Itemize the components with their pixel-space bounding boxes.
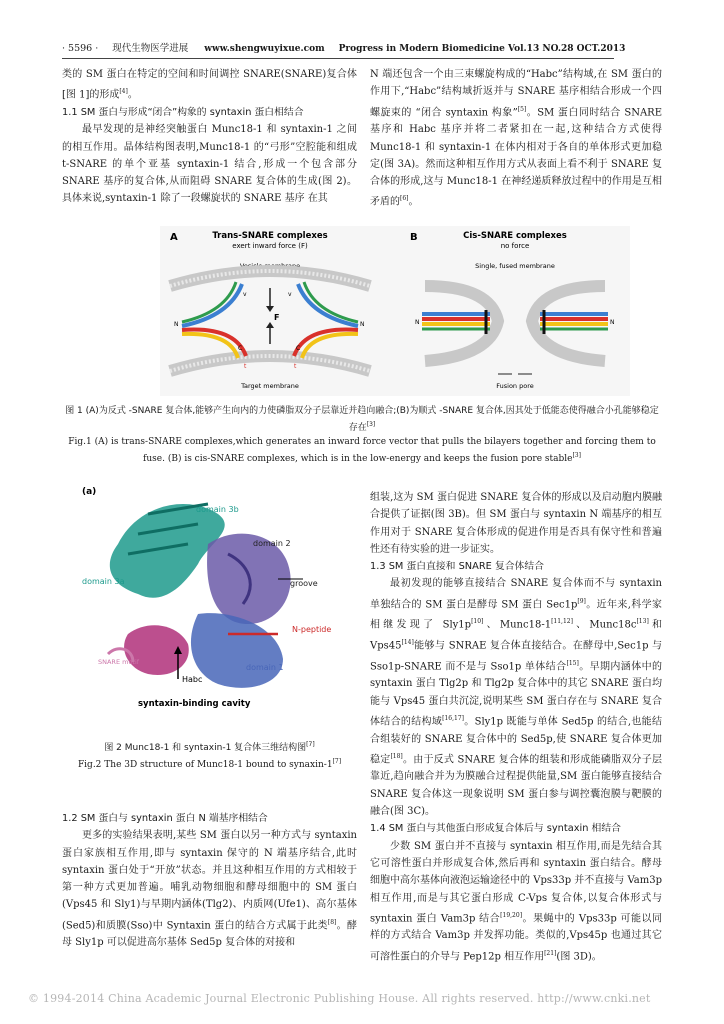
citation: [7] — [306, 741, 315, 748]
caption-en-text: Fig.2 The 3D structure of Munc18-1 bound to synaxin-1 — [77, 760, 333, 770]
caption-en — [62, 755, 357, 772]
label-binding-cavity: syntaxin-binding cavity — [138, 699, 251, 709]
citation: [9] — [577, 597, 586, 605]
journal-website: www.shengwuyixue.com — [204, 44, 325, 54]
vesicle-membrane-label: Vesicle membrane — [239, 262, 301, 270]
label-domain-3b: domain 3b — [196, 505, 239, 514]
text-run: N 端还包含一个由三束螺旋构成的“Habc”结构域,在 SM 蛋白的作用下,“Habc”结构域折返并与 SNARE 基序相结合形成一个四螺旋束的 “闭合 syntaxin 构象” — [370, 69, 662, 118]
citation: [7] — [332, 758, 342, 765]
v-label: v — [243, 291, 247, 298]
n-terminus-label-right: N — [360, 321, 365, 328]
paragraph: 最早发现的是神经突触蛋白 Munc18-1 和 syntaxin-1 之间的相互作用。晶体结构图表明,Munc18-1 的“弓形”空腔能和组成 t-SNARE 的单个亚基 syntaxin-1 结合,形成一个包含部分 SNARE 基序的复合体,从而阻碍 SNARE 复合体的生成(图 2)。具体来说,syntaxin-1 除了一段螺旋状的 SNARE 基序 在其 — [62, 124, 357, 205]
citation: [13] — [636, 618, 649, 626]
label-habc: Habc — [182, 675, 203, 684]
section-heading-1-4: 1.4 SM 蛋白与其他蛋白形成复合体后与 syntaxin 相结合 — [370, 823, 621, 835]
running-header — [62, 36, 626, 59]
citation: [3] — [572, 452, 581, 459]
panel-a-title: Trans-SNARE complexes — [212, 231, 328, 241]
citation: [14] — [401, 639, 414, 647]
label-groove: groove — [290, 579, 318, 588]
figure-background — [160, 226, 630, 396]
journal-title-cn: 现代生物医学进展 — [112, 43, 189, 54]
v-label-right: v — [288, 291, 292, 298]
text-run: 。 — [127, 89, 138, 101]
right-column-top — [370, 66, 662, 211]
citation: [4] — [119, 88, 128, 96]
caption-en — [62, 435, 662, 466]
text-run: 、Munc18c — [572, 619, 637, 631]
label-domain-1: domain 1 — [246, 663, 284, 672]
cnki-footer: © 1994-2014 China Academic Journal Electronic Publishing House. All rights reserved. http://www.cnki.net — [28, 992, 651, 1005]
text-run: 。 — [408, 196, 419, 208]
citation: [8] — [327, 918, 337, 926]
citation: [5] — [517, 105, 527, 113]
text-run: 能够与 SNRAE 复合体直接结合。在酵母中,Sec1p 与 Sso1p-SNARE 而不是与 Sso1p 单体结合 — [370, 640, 662, 672]
figure-1-caption — [62, 404, 662, 466]
text-run: 。SM 蛋白同时结合 SNARE 基序和 Habc 基序并将二者紧扣在一起,这种结合方式使得 Munc18-1 和 syntaxin-1 在体内相对于各自的单体形式更加稳定(图 3A)。然而这种相互作用方式从表面上看不利于 SNARE 复合体的形成,这与 Munc18-1 在神经递质释放过程中的作用是互相矛盾的 — [370, 106, 662, 208]
left-column-top — [62, 66, 357, 208]
c-label-right: C — [296, 345, 301, 352]
panel-letter: (a) — [82, 487, 97, 497]
paragraph — [370, 838, 662, 966]
section-heading-1-3: 1.3 SM 蛋白直接和 SNARE 复合体结合 — [370, 561, 544, 573]
caption-zh-text: 图 2 Munc18-1 和 syntaxin-1 复合体三维结构图 — [104, 743, 307, 753]
paragraph — [370, 575, 662, 820]
citation: [6] — [400, 195, 409, 203]
text-run: 。由于反式 SNARE 复合体的组装和形成能磷脂双分子层靠近,趋向融合并为为膜融合过程提供能量,SM 蛋白能够直接结合 SNARE 复合体这一现象说明 SM 蛋白参与调控囊泡膜与靶膜的融合(图 3C)。 — [370, 754, 662, 818]
citation: [19,20] — [500, 911, 523, 919]
fusion-pore-label: Fusion pore — [496, 382, 534, 390]
cis-n-label-right: N — [610, 319, 615, 326]
paragraph — [62, 66, 357, 104]
citation: [11,12] — [551, 618, 573, 626]
n-terminus-label: N — [174, 321, 179, 328]
label-domain-3a: domain 3a — [82, 577, 125, 586]
text-run: 更多的实验结果表明,某些 SM 蛋白以另一种方式与 syntaxin 蛋白家族相互作用,即与 syntaxin 保守的 N 端基序结合,此时 syntaxin 蛋白处于“开放”状态。并且这种相互作用的方式相较于第一种方式更加普遍。哺乳动物细胞和酵母细胞中的 SM 蛋白(Vps45 和 Sly1)与早期内涵体(Tlg2)、内质网(Ufe1)、高尔基体(Sed5)和质膜(Sso)中 Syntaxin 蛋白的结合方式属于此类 — [62, 830, 357, 932]
section-heading-1-1: 1.1 SM 蛋白与形成“闭合”构象的 syntaxin 蛋白相结合 — [62, 106, 304, 118]
caption-zh — [62, 738, 357, 755]
section-heading-1-2: 1.2 SM 蛋白与 syntaxin 蛋白 N 端基序相结合 — [62, 813, 268, 824]
caption-zh-text: 图 1 (A)为反式 -SNARE 复合体,能够产生向内的力使磷脂双分子层靠近并趋向融合;(B)为顺式 -SNARE 复合体,因其处于低能态使得融合小孔能够稳定存在 — [65, 406, 659, 433]
caption-zh — [62, 404, 662, 435]
cis-n-label: N — [415, 319, 420, 326]
text-run: 和 Vps45 — [370, 619, 663, 652]
force-label: F — [274, 313, 280, 322]
text-run: 、Munc18-1 — [483, 619, 552, 631]
citation: [21] — [544, 949, 557, 957]
page-number: · 5596 · — [62, 43, 99, 54]
text-run: 最初发现的能够直接结合 SNARE 复合体而不与 syntaxin 单独结合的 SM 蛋白是酵母 SM 蛋白 Sec1p — [370, 578, 662, 611]
fused-membrane-label: Single, fused membrane — [475, 262, 555, 270]
panel-b-title: Cis-SNARE complexes — [463, 231, 567, 241]
journal-title-en: Progress in Modern Biomedicine Vol.13 NO.28 OCT.2013 — [338, 44, 626, 54]
figure-1-snare-diagram — [160, 226, 630, 396]
left-column-bottom — [62, 810, 357, 952]
target-membrane-label: Target membrane — [241, 382, 299, 390]
text-run: 。近年来,科学家相继发现了 Sly1p — [370, 599, 662, 631]
panel-a-subtitle: exert inward force (F) — [232, 242, 308, 250]
text-run: 。早期内涵体中的 syntaxin 蛋白 Tlg2p 和 Tlg2p 复合体中的其它 SNARE 蛋白均能与 Vps45 蛋白共沉淀,说明某些 SM 蛋白存在与 SNARE 复合体结合的结构域 — [370, 660, 662, 728]
figure-2-caption — [62, 738, 357, 772]
citation: [15] — [566, 659, 579, 667]
citation: [18] — [390, 752, 403, 760]
citation: [16,17] — [442, 714, 464, 722]
text-run: 少数 SM 蛋白并不直接与 syntaxin 相互作用,而是先结合其它可溶性蛋白并形成复合体,然后再和 syntaxin 蛋白结合。酵母细胞中高尔基体向液泡运输途径中的 Vps33p 并不直接与 Vam3p 相互作用,而是与其它蛋白形成 C-Vps 复合体,以复合体形式与 syntaxin 蛋白 Vam3p 结合 — [370, 840, 662, 925]
label-domain-2: domain 2 — [253, 539, 291, 548]
t-label: t — [244, 363, 247, 370]
c-label: C — [238, 345, 243, 352]
text-run: 。酵母 Sly1p 可以促进高尔基体 Sed5p 复合体的对接和 — [62, 920, 358, 949]
panel-b-subtitle: no force — [500, 242, 530, 250]
citation: [3] — [366, 421, 376, 428]
label-snare-motif: SNARE motif — [98, 658, 140, 666]
paragraph: 组装,这为 SM 蛋白促进 SNARE 复合体的形成以及启动胞内膜融合提供了证据(图 3B)。但 SM 蛋白与 syntaxin N 端基序的相互作用对于 SNARE 复合体形成的促进作用是否具有保守性和普遍性还有待实验的进一步证实。 — [370, 492, 662, 555]
text-run: 。果蝇中的 Vps33p 可能以同样的方式结合 Vam3p 并发挥功能。类似的,Vps45p 也通过其它可溶性蛋白的介导与 Pep12p 相互作用 — [370, 913, 662, 963]
paragraph — [62, 827, 357, 951]
panel-a-letter: A — [170, 232, 178, 243]
citation: [10] — [471, 618, 484, 626]
text-run: (图 3D)。 — [556, 951, 602, 963]
paragraph — [370, 66, 662, 211]
text-run: 。Sly1p 既能与单体 Sed5p 的结合,也能结合组装好的 SNARE 复合体中的 Sed5p,使 SNARE 复合体更加稳定 — [370, 716, 662, 766]
right-column-bottom — [370, 489, 662, 965]
text-run: 类的 SM 蛋白在特定的空间和时间调控 SNARE(SNARE)复合体[图 1]的形成 — [62, 69, 357, 101]
caption-en-text: Fig.1 (A) is trans-SNARE complexes,which generates an inward force vector that pulls the bilayers together and forcing them to fuse. (B) is cis-SNARE complexes, which is in the low-energy and keeps the fusion pore stable — [68, 437, 656, 464]
figure-2-munc18-structure — [78, 484, 346, 724]
t-label-right: t — [294, 363, 297, 370]
panel-b-letter: B — [410, 232, 418, 243]
label-n-peptide: N-peptide — [292, 625, 332, 634]
